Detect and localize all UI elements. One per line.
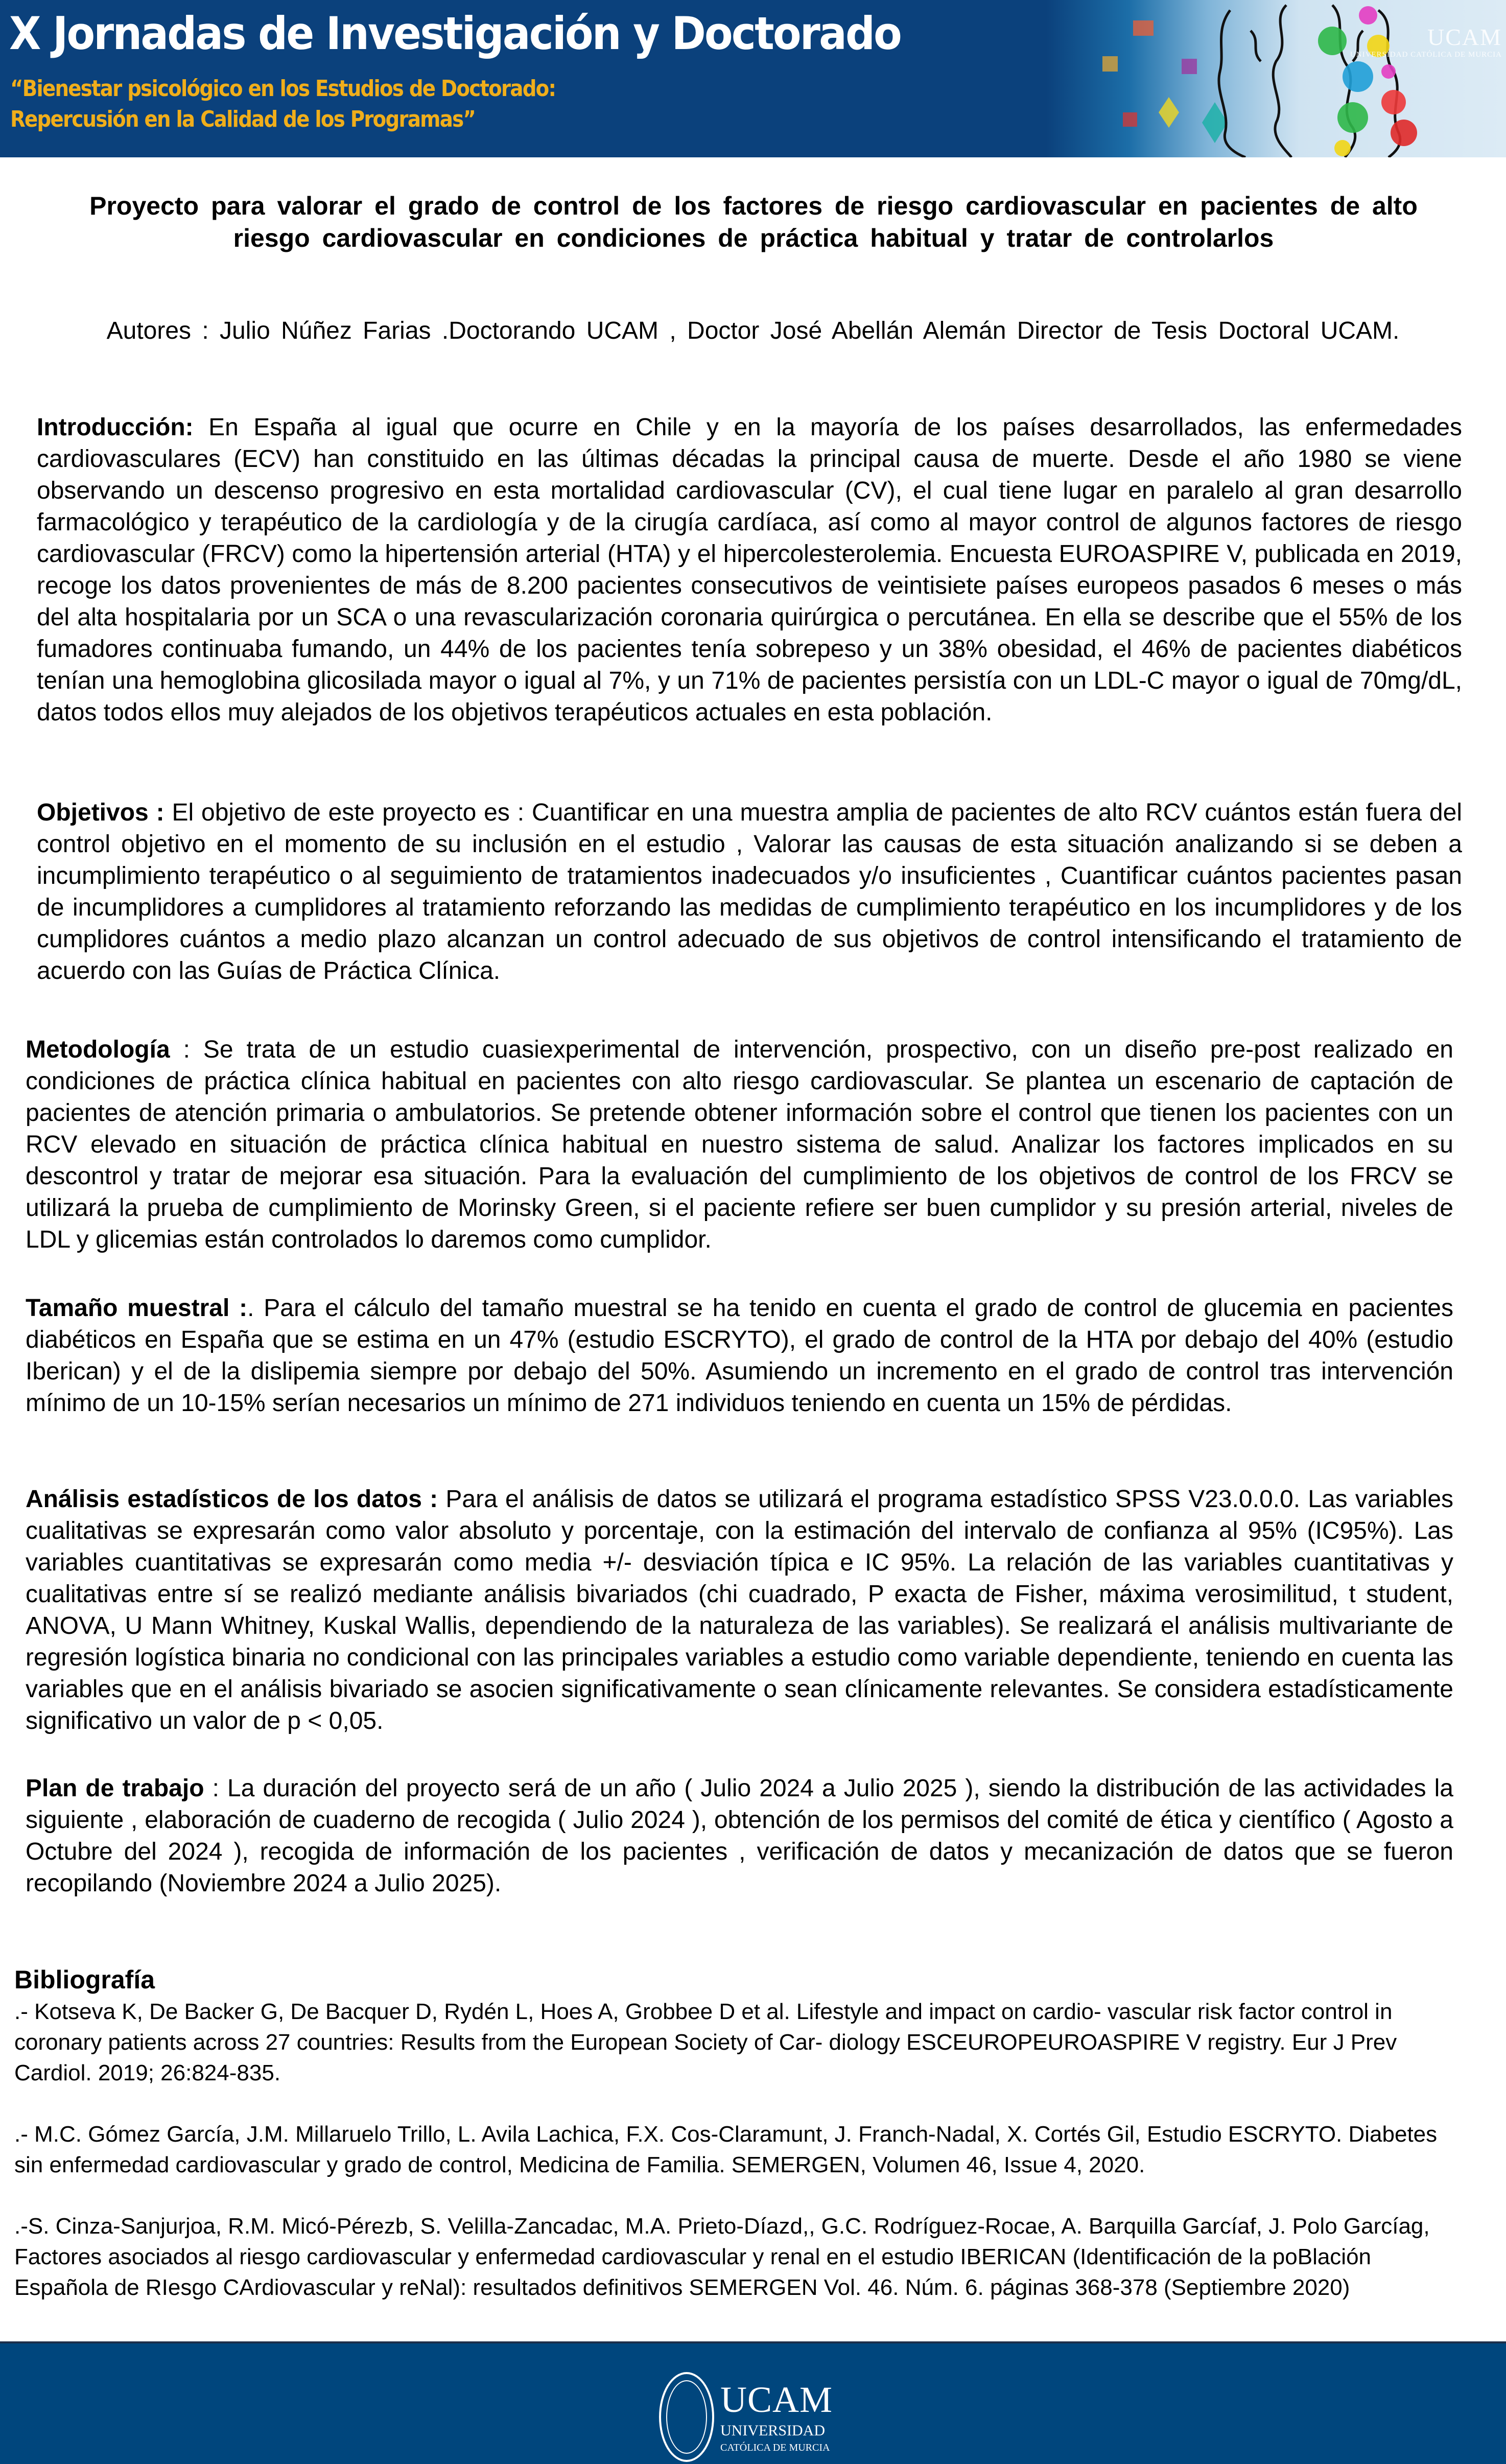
section-heading: Introducción:: [37, 414, 194, 441]
section-heading: Análisis estadísticos de los datos :: [26, 1486, 438, 1513]
section-body: Para el análisis de datos se utilizará el programa estadístico SPSS V23.0.0.0. Las variables cualitativas se expresarán como valor absoluto y porcentaje, con la estimación del intervalo de confianza al 95% (IC95%). Las variables cuantitativas se expresarán como media +/- desviación típica e IC 95%. La relación de las variables cuantitativas y cualitativas entre sí se realizó mediante análisis bivariados (chi cuadrado, P exacta de Fisher, máxima verosimilitud, t student, ANOVA, U Mann Whitney, Kuskal Wallis, dependiendo de la naturaleza de las variables). Se realizará el análisis multivariante de regresión logística binaria no condicional con las principales variables a estudio como variable dependiente, teniendo en cuenta las variables que en el análisis bivariado se asocien significativamente o sean clínicamente relevantes. Se considera estadísticamente significativo un valor de p < 0,05.: [26, 1486, 1454, 1734]
section-analisis-estadisticos: [26, 1484, 1453, 1737]
logo-line2: UNIVERSIDAD: [720, 2422, 825, 2439]
brain-illustration: [1046, 0, 1506, 157]
conference-subtitle-line1: “Bienestar psicológico en los Estudios de Doctorado:: [10, 76, 556, 102]
section-body: . Para el cálculo del tamaño muestral se ha tenido en cuenta el grado de control de glucemia en pacientes diabéticos en España que se estima en un 47% (estudio ESCRYTO), el grado de control de la HTA por debajo del 40% (estudio Iberican) y el de la dislipemia siempre por debajo del 50%. Asumiendo un incremento en el grado de control tras intervención mínimo de un 10-15% serían necesarios un mínimo de 271 individuos teniendo en cuenta un 15% de pérdidas.: [26, 1295, 1453, 1417]
section-introduccion: [37, 412, 1462, 729]
ucam-logo: [659, 2372, 833, 2462]
conference-header-banner: [0, 0, 1506, 157]
conference-title: X Jornadas de Investigación y Doctorado: [9, 7, 901, 60]
paper-authors: Autores : Julio Núñez Farias .Doctorando UCAM , Doctor José Abellán Alemán Director de Tesis Doctoral UCAM.: [106, 317, 1400, 344]
logo-main: UCAM: [720, 2379, 833, 2420]
section-heading: Tamaño muestral :: [26, 1295, 248, 1322]
ucam-watermark: UCAM UNIVERSIDAD CATÓLICA DE MURCIA: [1350, 24, 1502, 59]
section-body: El objetivo de este proyecto es : Cuantificar en una muestra amplia de pacientes de alto RCV cuántos están fuera del control objetivo en el momento de su inclusión en el estudio , Valorar las causas de esta situación analizando si se deben a incumplimiento terapéutico o al seguimiento de tratamientos inadecuados y/o insuficientes , Cuantificar cuántos pacientes pasan de incumplidores a cumplidores al tratamiento reforzando las medidas de cumplimiento terapéutico en los incumplidores y de los cumplidores cuántos a medio plazo alcanzan un control adecuado de sus objetivos de control intensificando el tratamiento de acuerdo con las Guías de Práctica Clínica.: [37, 799, 1462, 984]
section-metodologia: [26, 1034, 1453, 1256]
logo-line3: CATÓLICA DE MURCIA: [720, 2442, 830, 2453]
conference-subtitle-line2: Repercusión en la Calidad de los Programas”: [10, 106, 476, 132]
footer-banner: [0, 2341, 1506, 2464]
bibliography-heading: Bibliografía: [14, 1965, 155, 1994]
section-heading: Metodología: [26, 1036, 170, 1063]
section-heading: Plan de trabajo: [26, 1775, 204, 1802]
section-plan-de-trabajo: [26, 1773, 1453, 1899]
section-objetivos: [37, 797, 1462, 987]
bibliography-item: .- M.C. Gómez García, J.M. Millaruelo Trillo, L. Avila Lachica, F.X. Cos-Claramunt, J. Franch-Nadal, X. Cortés Gil, Estudio ESCRYTO. Diabetes sin enfermedad cardiovascular y grado de control, Medicina de Familia. SEMERGEN, Volumen 46, Issue 4, 2020.: [14, 2122, 1438, 2177]
section-body: : La duración del proyecto será de un año ( Julio 2024 a Julio 2025 ), siendo la distribución de las actividades la siguiente , elaboración de cuaderno de recogida ( Julio 2024 ), obtención de los permisos del comité de ética y científico ( Agosto a Octubre del 2024 ), recogida de información de los pacientes , verificación de datos y mecanización de datos que se fueron recopilando (Noviembre 2024 a Julio 2025).: [26, 1775, 1453, 1897]
paper-title: Proyecto para valorar el grado de control de los factores de riesgo cardiovascular en pacientes de alto riesgo cardiovascular en condiciones de práctica habitual y tratar de controlarlos: [89, 192, 1418, 252]
ucam-logo-text: [720, 2381, 833, 2453]
section-tamano-muestral: [26, 1293, 1453, 1419]
section-body: : Se trata de un estudio cuasiexperimental de intervención, prospectivo, con un diseño pre-post realizado en condiciones de práctica clínica habitual en pacientes con alto riesgo cardiovascular. Se plantea un escenario de captación de pacientes de atención primaria o ambulatorios. Se pretende obtener información sobre el control que tienen los pacientes con un RCV elevado en situación de práctica clínica habitual en nuestro sistema de salud. Analizar los factores implicados en su descontrol y tratar de mejorar esa situación. Para la evaluación del cumplimiento de los objetivos de control de los FRCV se utilizará la prueba de cumplimiento de Morinsky Green, si el paciente refiere ser buen cumplidor y su presión arterial, niveles de LDL y glicemias están controlados lo daremos como cumplidor.: [26, 1036, 1453, 1253]
university-seal-icon: [659, 2372, 714, 2462]
section-body: En España al igual que ocurre en Chile y en la mayoría de los países desarrollados, las enfermedades cardiovasculares (ECV) han constituido en las últimas décadas la principal causa de muerte. Desde el año 1980 se viene observando un descenso progresivo en esta mortalidad cardiovascular (CV), el cual tiene lugar en paralelo al gran desarrollo farmacológico y terapéutico de la cardiología y de la cirugía cardíaca, así como al mayor control de algunos factores de riesgo cardiovascular (FRCV) como la hipertensión arterial (HTA) y el hipercolesterolemia. Encuesta EUROASPIRE V, publicada en 2019, recoge los datos provenientes de más de 8.200 pacientes consecutivos de veintisiete países europeos pasados 6 meses o más del alta hospitalaria por un SCA o una revascularización coronaria quirúrgica o percutánea. En ella se describe que el 55% de los fumadores continuaba fumando, un 44% de los pacientes tenía sobrepeso y un 38% obesidad, el 46% de pacientes diabéticos tenían una hemoglobina glicosilada mayor o igual al 7%, y un 71% de pacientes persistía con un LDL-C mayor o igual de 70mg/dL, datos todos ellos muy alejados de los objetivos terapéuticos actuales en esta población.: [37, 414, 1462, 726]
bibliography-item: .- Kotseva K, De Backer G, De Bacquer D, Rydén L, Hoes A, Grobbee D et al. Lifestyle and impact on cardio- vascular risk factor control in coronary patients across 27 countries: Results from the European Society of Car- diology ESCEUROPEUROASPIRE V registry. Eur J Prev Cardiol. 2019; 26:824-835.: [14, 1999, 1397, 2085]
bibliography-item: .-S. Cinza-Sanjurjoa, R.M. Micó-Pérezb, S. Velilla-Zancadac, M.A. Prieto-Díazd,, G.C. Rodríguez-Rocae, A. Barquilla Garcíaf, J. Polo Garcíag, Factores asociados al riesgo cardiovascular y enfermedad cardiovascular y renal en el estudio IBERICAN (Identificación de la poBlación Española de RIesgo CArdiovascular y reNal): resultados definitivos SEMERGEN Vol. 46. Núm. 6. páginas 368-378 (Septiembre 2020): [14, 2214, 1430, 2300]
section-heading: Objetivos :: [37, 799, 164, 826]
